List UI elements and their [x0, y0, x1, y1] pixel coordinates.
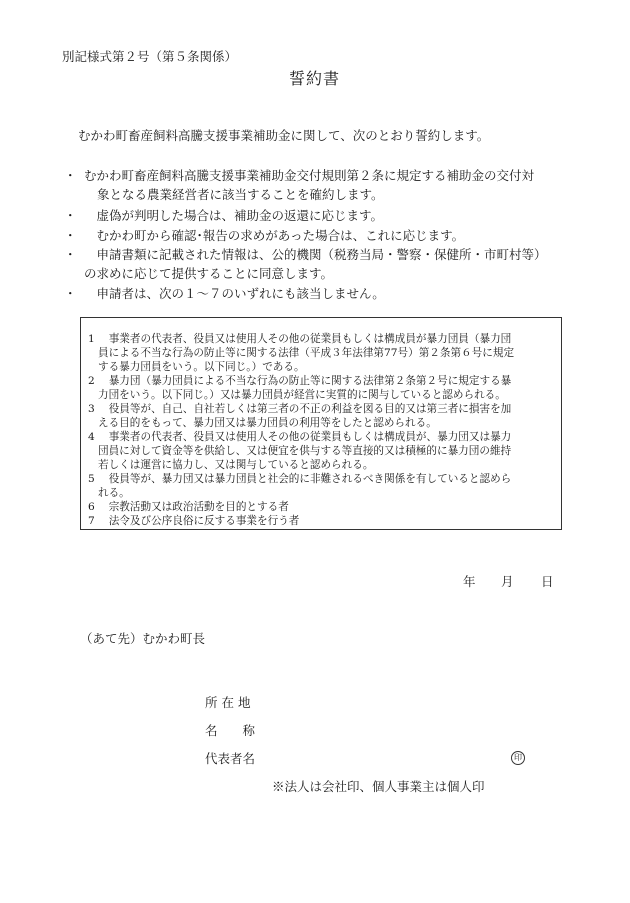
pledge-item-2: 虚偽が判明した場合は、補助金の返還に応じます。 — [84, 208, 384, 223]
condition-line: える目的をもって、暴力団又は暴力団員の利用等をしたと認められる。 — [98, 417, 437, 429]
pledge-item-1-cont: 象となる農業経営者に該当することを確約します。 — [97, 187, 384, 202]
date-year: 年 — [463, 574, 476, 589]
pledge-item-5: 申請者は、次の１～７のいずれにも該当しません。 — [84, 286, 385, 301]
condition-line: 3 役員等が、自己、自社若しくは第三者の不正の利益を図る目的又は第三者に損害を加 — [88, 403, 512, 415]
bullet-mark: ・ — [64, 247, 77, 262]
condition-line: 団員に対して資金等を供給し、又は便宜を供与する等直接的又は積極的に暴力団の維持 — [98, 445, 512, 457]
representative-label: 代表者名 — [205, 751, 256, 766]
pledge-item-4: 申請書類に記載された情報は、公的機関（税務当局・警察・保健所・市町村等） — [84, 247, 547, 262]
pledge-item-1: むかわ町畜産飼料高騰支援事業補助金交付規則第２条に規定する補助金の交付対 — [84, 168, 535, 183]
condition-line: 力団をいう。以下同じ。）又は暴力団員が経営に実質的に関与していると認められる。 — [98, 389, 506, 401]
pledge-item-3: むかわ町から確認･報告の求めがあった場合は、これに応じます。 — [84, 228, 465, 243]
addressee: （あて先）むかわ町長 — [80, 631, 206, 646]
seal-mark: 印 — [511, 751, 525, 765]
name-label: 名 称 — [205, 723, 256, 738]
condition-line: 6 宗教活動又は政治活動を目的とする者 — [88, 501, 289, 513]
pledge-item-4-cont: の求めに応じて提供することに同意します。 — [84, 266, 334, 281]
bullet-mark: ・ — [64, 168, 77, 183]
condition-line: 員による不当な行為の防止等に関する法律（平成３年法律第77号）第２条第６号に規定 — [98, 347, 515, 359]
condition-line: 若しくは運営に協力し、又は関与していると認められる。 — [98, 459, 374, 471]
seal-note: ※法人は会社印、個人事業主は個人印 — [272, 779, 485, 794]
date-month: 月 — [501, 574, 514, 589]
bullet-mark: ・ — [64, 208, 77, 223]
condition-line: 5 役員等が、暴力団又は暴力団員と社会的に非難されるべき関係を有していると認めら — [88, 473, 512, 485]
condition-line: 7 法令及び公序良俗に反する事業を行う者 — [88, 515, 300, 527]
bullet-mark: ・ — [64, 228, 77, 243]
date-day: 日 — [541, 574, 554, 589]
form-reference: 別記様式第２号（第５条関係） — [62, 49, 238, 64]
condition-line: 2 暴力団（暴力団員による不当な行為の防止等に関する法律第２条第２号に規定する暴 — [88, 375, 512, 387]
document-title: 誓約書 — [289, 69, 341, 88]
address-label: 所 在 地 — [205, 695, 251, 710]
condition-line: れる。 — [98, 487, 130, 499]
bullet-mark: ・ — [64, 286, 77, 301]
condition-line: 1 事業者の代表者、役員又は使用人その他の従業員もしくは構成員が暴力団員（暴力団 — [88, 333, 512, 345]
condition-line: する暴力団員をいう。以下同じ。）である。 — [98, 361, 305, 373]
intro-text: むかわ町畜産飼料高騰支援事業補助金に関して、次のとおり誓約します。 — [78, 128, 490, 143]
condition-line: 4 事業者の代表者、役員又は使用人その他の従業員もしくは構成員が、暴力団又は暴力 — [88, 431, 512, 443]
